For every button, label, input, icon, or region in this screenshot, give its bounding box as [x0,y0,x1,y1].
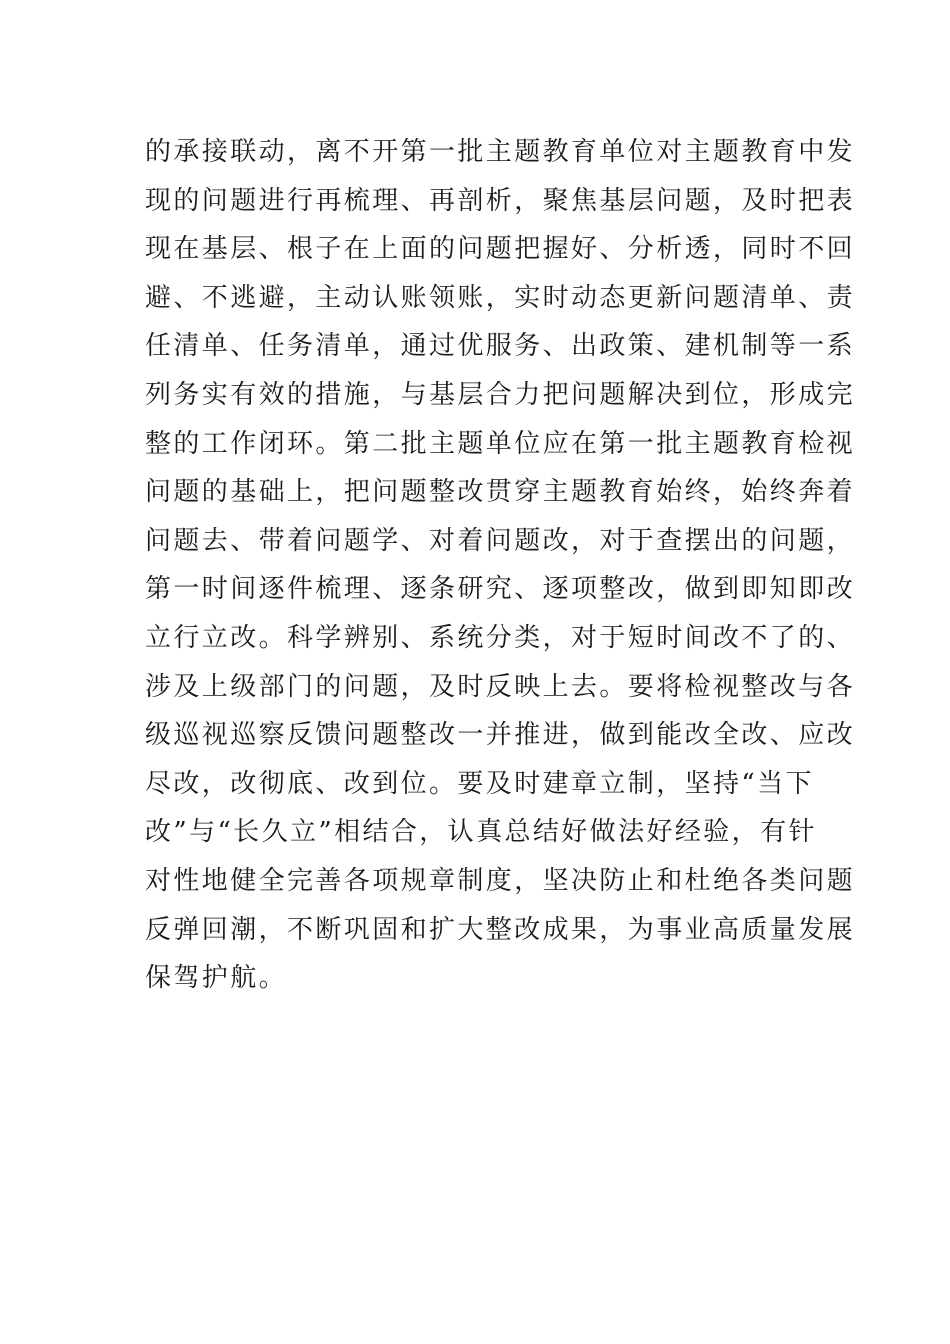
text-line: 现在基层、根子在上面的问题把握好、分析透，同时不回 [145,234,856,265]
text-line: 问题的基础上，把问题整改贯穿主题教育始终，始终奔着 [145,477,856,508]
text-line: 改”与“长久立”相结合，认真总结好做法好经验，有针 [145,817,817,848]
text-line: 任清单、任务清单，通过优服务、出政策、建机制等一系 [145,331,856,362]
text-line: 避、不逃避，主动认账领账，实时动态更新问题清单、责 [145,282,856,313]
text-line: 级巡视巡察反馈问题整改一并推进，做到能改全改、应改 [145,720,856,751]
text-line: 的承接联动，离不开第一批主题教育单位对主题教育中发 [145,137,856,167]
text-line: 反弹回潮，不断巩固和扩大整改成果，为事业高质量发展 [145,914,856,945]
text-line: 现的问题进行再梳理、再剖析，聚焦基层问题，及时把表 [145,185,856,216]
text-line: 立行立改。科学辨别、系统分类，对于短时间改不了的、 [145,622,856,653]
text-line: 问题去、带着问题学、对着问题改，对于查摆出的问题， [145,525,856,556]
text-line: 保驾护航。 [145,963,288,994]
text-line: 尽改，改彻底、改到位。要及时建章立制，坚持“当下 [145,768,814,799]
text-line: 整的工作闭环。第二批主题单位应在第一批主题教育检视 [145,428,856,459]
text-line: 涉及上级部门的问题，及时反映上去。要将检视整改与各 [145,671,856,702]
text-line: 第一时间逐件梳理、逐条研究、逐项整改，做到即知即改 [145,574,856,605]
body-paragraph [145,128,856,1003]
text-line: 对性地健全完善各项规章制度，坚决防止和杜绝各类问题 [145,865,856,896]
text-line: 列务实有效的措施，与基层合力把问题解决到位，形成完 [145,379,856,410]
